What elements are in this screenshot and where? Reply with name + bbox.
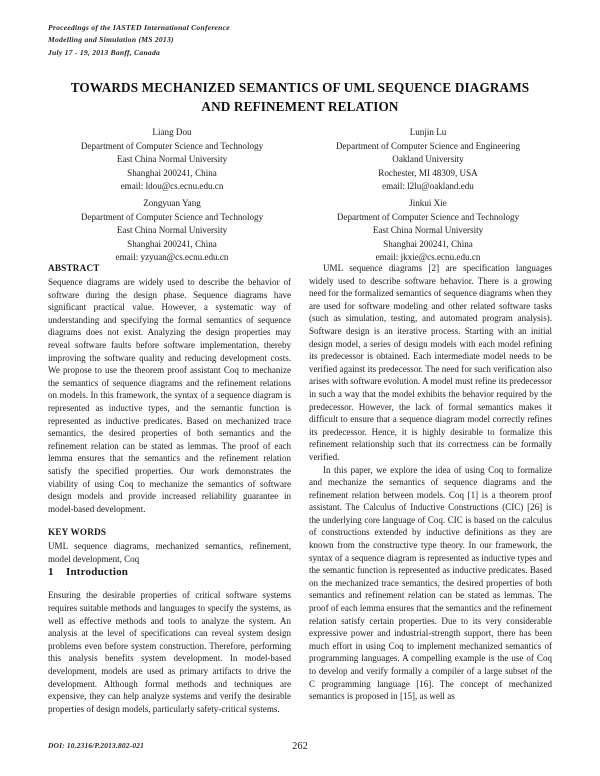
author-institution: Oakland University <box>392 154 464 165</box>
author-department: Department of Computer Science and Technology <box>80 211 264 222</box>
author-department: Department of Computer Science and Technology <box>80 140 264 151</box>
author-address: Shanghai 200241, China <box>383 238 473 249</box>
author-address: Shanghai 200241, China <box>127 167 217 178</box>
section-number: 1 <box>48 566 54 579</box>
page-footer <box>48 741 552 750</box>
right-paragraph-2: In this paper, we explore the idea of using Coq to formalize and mechanize the semantics of sequence diagrams and the refinement relation between models. Coq [1] is a theorem proof assistant. The Calculus of Inductive Constructions (CIC) [26] is the underlying core language of Coq. CIC is based on the calculus of constructions extended by inductive definitions as they are known from the constructive type theory. In our framework, the syntax of a sequence diagram is represented as inductive types and the semantic function is represented as inductive predicates. Based on the mechanized trace semantics, the desired properties of both semantics and refinement relation can be stated as lemmas. The proof of each lemma ensures that the semantics and the refinement relation satisfy certain properties. Due to its very considerable expressive power and industrial-strength support, there has been much effort in using Coq to implement mechanized semantics of programming languages. A compelling example is the use of Coq to develop and verify formally a compiler of a large subset of the C programming language [16]. The concept of mechanized semantics is proposed in [15], as well as <box>309 464 552 702</box>
conference-header-line-1: Proceedings of the IASTED International Conference <box>48 23 230 32</box>
author-institution: East China Normal University <box>116 225 228 236</box>
author-name: Liang Dou <box>152 127 192 137</box>
author-entry <box>48 197 296 265</box>
section-title: Introduction <box>66 566 129 579</box>
author-name: Lunjin Lu <box>409 127 447 137</box>
author-entry <box>304 126 552 194</box>
body-columns <box>48 262 552 715</box>
author-email: email: jkxie@cs.ecnu.edu.cn <box>375 252 481 263</box>
author-column-left <box>48 126 296 268</box>
author-column-right <box>304 126 552 268</box>
author-institution: East China Normal University <box>372 225 484 236</box>
keywords-heading: KEY WORDS <box>48 527 107 538</box>
author-name: Jinkui Xie <box>409 197 447 208</box>
page-title-line-2: AND REFINEMENT RELATION <box>201 99 399 114</box>
author-name: Zongyuan Yang <box>143 197 201 208</box>
doi-text: DOI: 10.2316/P.2013.802-021 <box>48 741 145 750</box>
page-number: 262 <box>292 741 308 752</box>
author-email: email: yzyuan@cs.ecnu.edu.cn <box>115 252 229 263</box>
column-right <box>309 262 552 715</box>
section-heading-introduction <box>48 565 291 580</box>
author-list <box>48 126 552 268</box>
author-department: Department of Computer Science and Technology <box>336 211 520 222</box>
author-email: email: ldou@cs.ecnu.edu.cn <box>120 181 224 192</box>
author-institution: East China Normal University <box>116 154 228 165</box>
page-title <box>48 78 552 116</box>
conference-header <box>48 22 368 59</box>
author-address: Rochester, MI 48309, USA <box>378 167 478 178</box>
column-left <box>48 262 291 715</box>
author-department: Department of Computer Science and Engineering <box>335 140 521 151</box>
author-email: email: l2lu@oakland.edu <box>382 181 474 192</box>
conference-header-line-3: July 17 - 19, 2013 Banff, Canada <box>48 47 161 57</box>
abstract-heading: ABSTRACT <box>48 263 100 273</box>
right-paragraph-1: UML sequence diagrams [2] are specification languages widely used to describe software behavior. There is a growing need for the formalized semantics of sequence diagrams when they are used for software modeling and other related software tasks (such as simulation, testing, and automated program analysis). Software design is an iterative process. Starting with an initial design model, a series of design models with each model refining its predecessor is obtained. Each intermediate model needs to be verified against its predecessor. The need for such verification also arises with software evolution. A model must refine its predecessor in such a way that the model exhibits the behavior required by the predecessor. However, the lack of formal semantics makes it difficult to ensure that a sequence diagram model correctly refines its predecessor. Hence, it is highly desirable to formalize this refinement relationship such that its correctness can be formally verified. <box>309 263 552 462</box>
author-address: Shanghai 200241, China <box>127 238 217 249</box>
keywords-text: UML sequence diagrams, mechanized semantics, refinement, model development, Coq <box>48 541 291 564</box>
page-title-line-1: TOWARDS MECHANIZED SEMANTICS OF UML SEQUENCE DIAGRAMS <box>70 80 530 95</box>
author-entry <box>48 126 296 194</box>
conference-header-line-2: Modelling and Simulation (MS 2013) <box>48 35 174 45</box>
abstract-text: Sequence diagrams are widely used to describe the behavior of software during the design phase. Sequence diagrams have significant practical value. However, a systematic way of understanding and specifying the formal semantics of sequence diagrams does not exist. Analyzing the design properties may reveal software faults before software implementation, thereby improving the software quality and reducing development costs. We propose to use the theorem proof assistant Coq to mechanize the semantics of sequence diagrams and the refinement relations on models. In this framework, the syntax of a sequence diagram is represented as inductive types, and the semantic function is represented as inductive predicates. Based on mechanized trace semantics, the desired properties of both semantics and the refinement relation can be stated as lemmas. The proof of each lemma ensures that the semantics and the refinement relation satisfy the specified properties. Our work demonstrates the viability of using Coq to mechanize the semantics of software design models and provide increased reliability guarantee in model-based development. <box>48 277 291 514</box>
introduction-text: Ensuring the desirable properties of critical software systems requires suitable methods and languages to specify the systems, as well as effective methods and tools to analyze the system. An analysis at the level of specifications can reveal system design problems even before system construction. Therefore, performing this analysis benefits system development. In model-based development, models are used as primary artifacts to drive the development. Although formal methods and techniques are expensive, they can help analyze systems and verify the desirable properties of design models, particularly safety-critical systems. <box>48 590 291 714</box>
author-entry <box>304 197 552 265</box>
